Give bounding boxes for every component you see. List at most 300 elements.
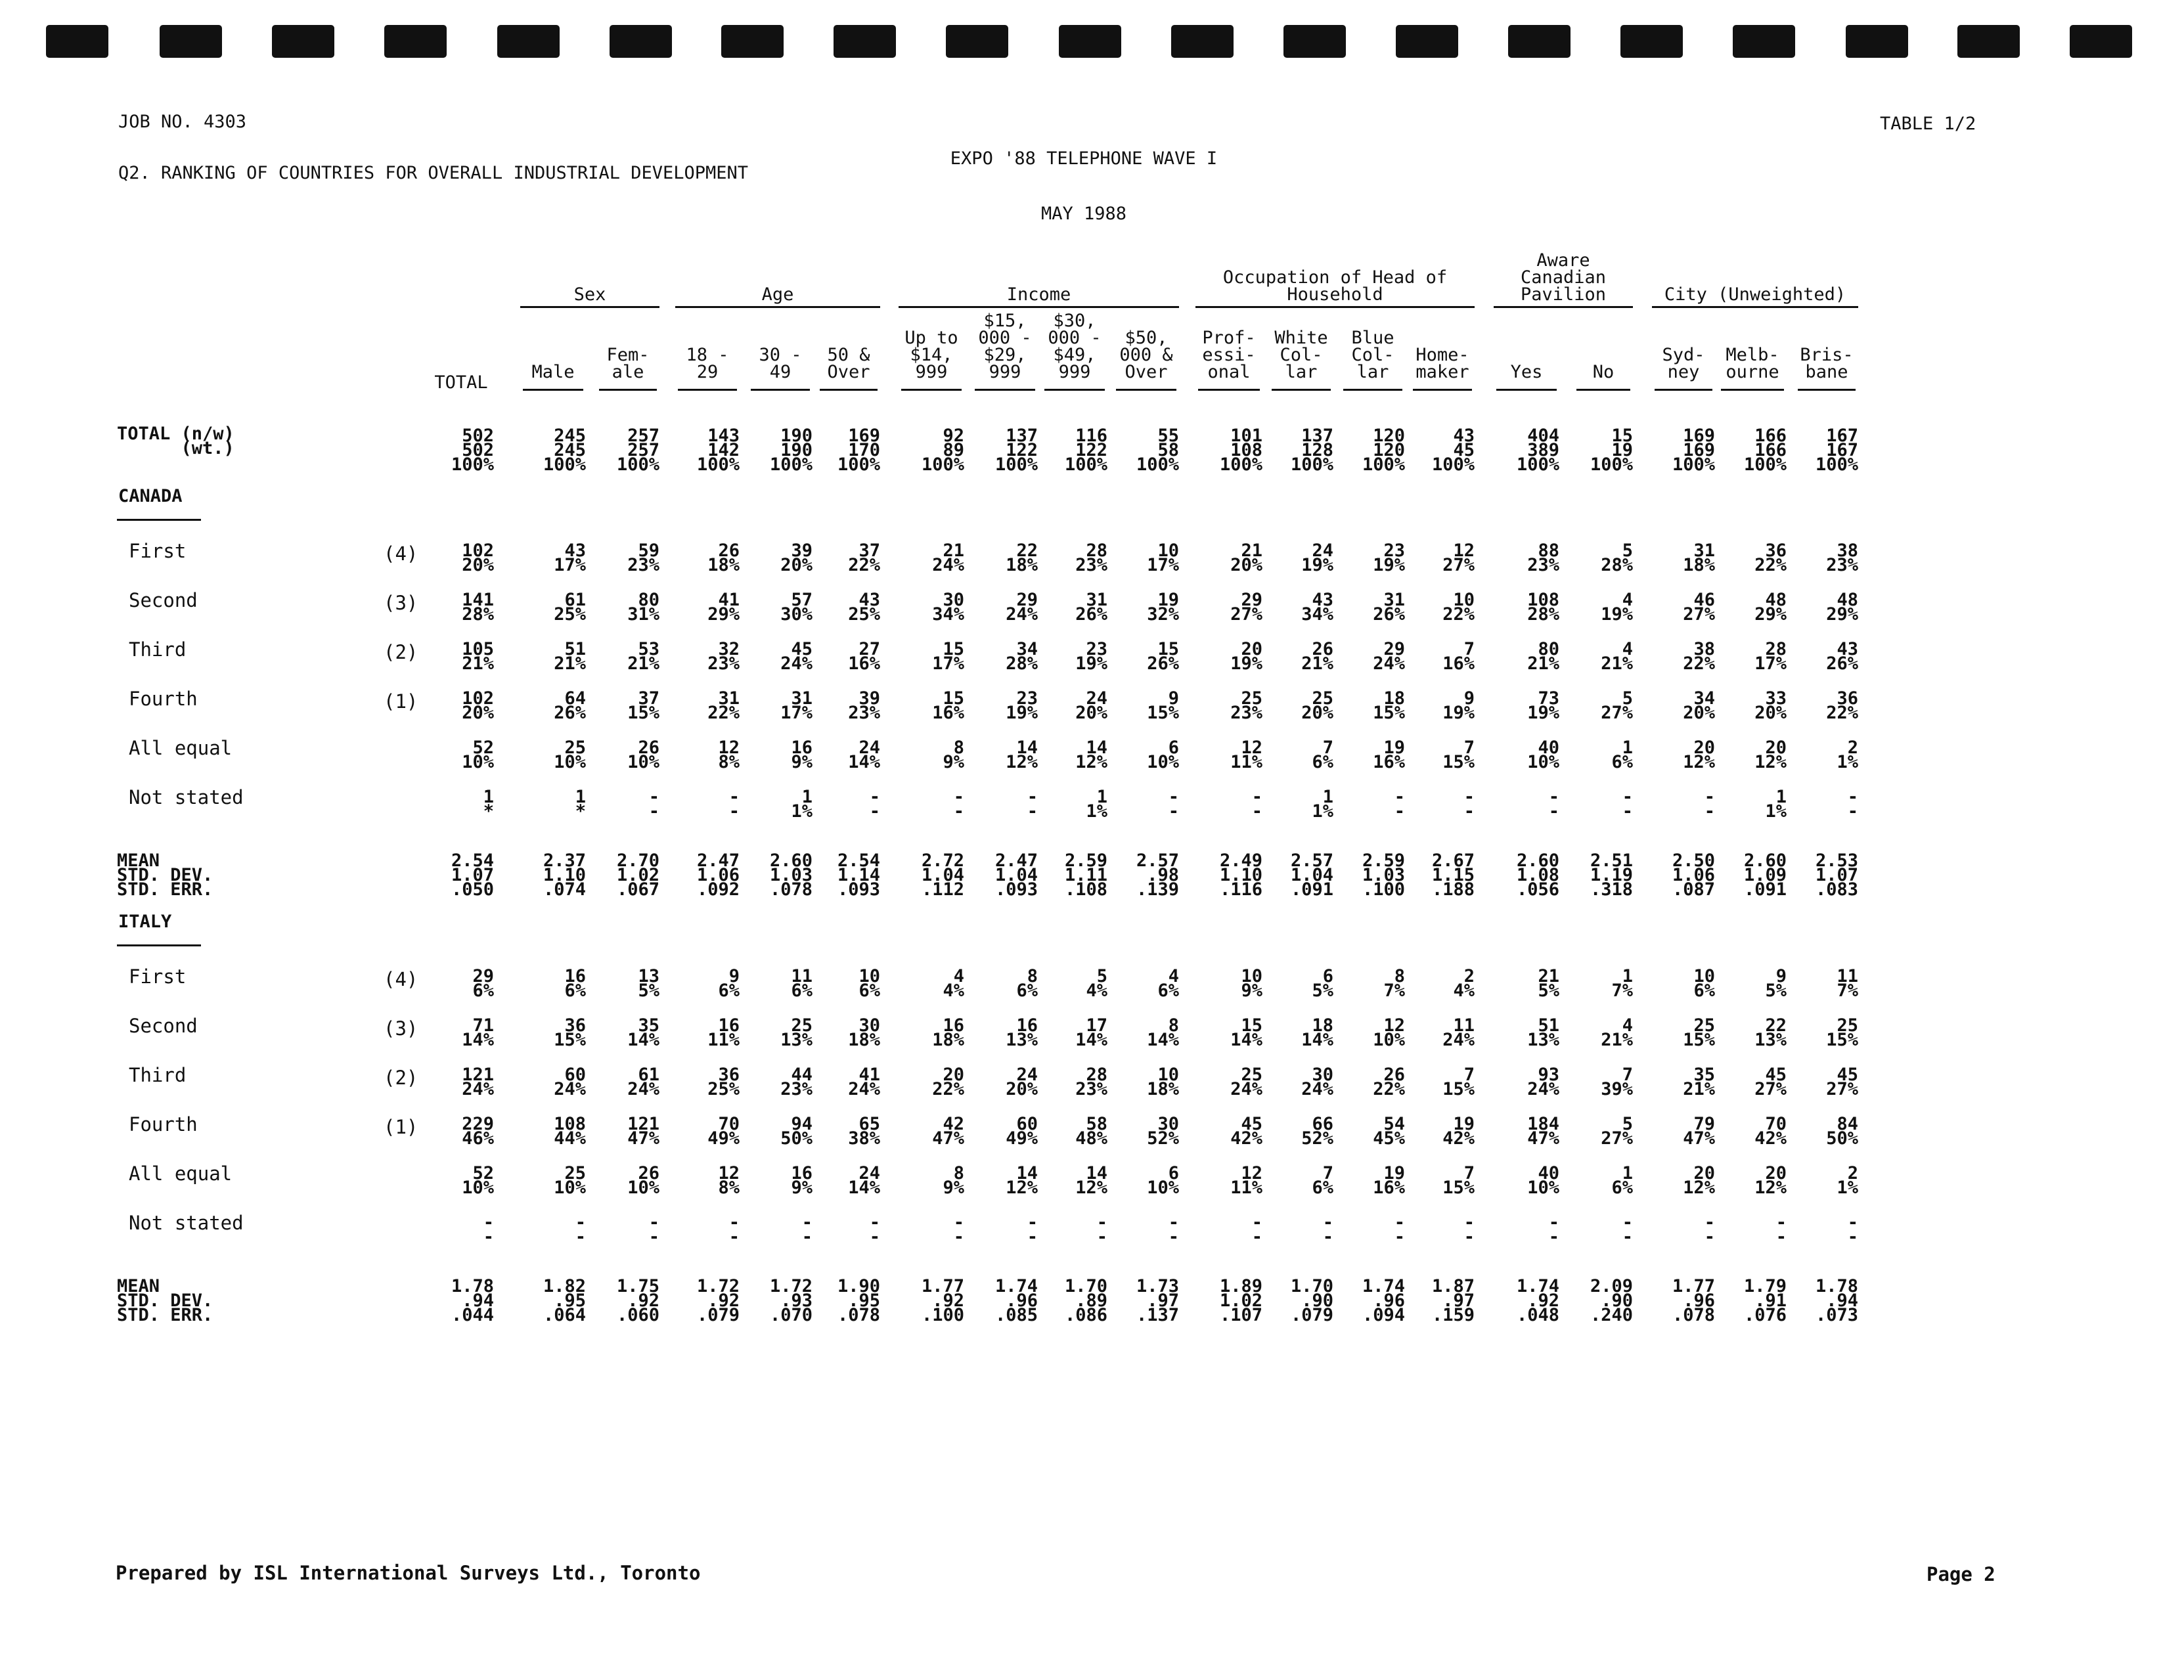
- table-cell: 14 12%: [1075, 1163, 1107, 1198]
- perforation-mark: [46, 25, 108, 58]
- table-cell: - -: [648, 787, 659, 822]
- table-cell: 10 17%: [1147, 541, 1179, 575]
- group-underline: [1494, 306, 1633, 308]
- table-cell: 8 6%: [1016, 966, 1038, 1001]
- total-cell: 101 108 100%: [1219, 426, 1262, 475]
- table-cell: 11 7%: [1837, 966, 1858, 1001]
- total-cell: 15 19 100%: [1590, 426, 1633, 475]
- column-header: Prof- essi- onal: [1202, 328, 1256, 382]
- table-cell: 25 10%: [554, 738, 586, 772]
- table-cell: 10 9%: [1241, 966, 1262, 1001]
- stats-cell: 2.59 1.11 .108: [1064, 851, 1107, 900]
- table-cell: 23 19%: [1075, 639, 1107, 674]
- total-cell: 143 142 100%: [696, 426, 740, 475]
- table-cell: 51 21%: [554, 639, 586, 674]
- stats-cell: 2.47 1.04 .093: [994, 851, 1038, 900]
- table-cell: - -: [1168, 787, 1179, 822]
- table-cell: 7 15%: [1442, 1065, 1475, 1099]
- row-label: Third: [129, 638, 187, 661]
- table-cell: 5 27%: [1601, 688, 1633, 723]
- table-cell: 37 15%: [627, 688, 659, 723]
- table-cell: 88 23%: [1527, 541, 1559, 575]
- table-cell: - -: [728, 787, 740, 822]
- table-cell: - -: [1704, 787, 1715, 822]
- table-cell: 9 15%: [1147, 688, 1179, 723]
- stats-cell: 1.89 1.02 .107: [1219, 1276, 1262, 1325]
- column-header: Up to $14, 999: [904, 328, 958, 382]
- table-cell: 102 20%: [462, 541, 494, 575]
- table-cell: 20 12%: [1754, 738, 1787, 772]
- stats-cell: 1.78 .94 .044: [451, 1276, 494, 1325]
- row-label: All equal: [129, 737, 233, 759]
- column-underline: [1496, 389, 1557, 391]
- table-cell: 27 16%: [848, 639, 880, 674]
- table-cell: 84 50%: [1826, 1114, 1858, 1149]
- column-underline: [678, 389, 737, 391]
- total-cell: 167 167 100%: [1815, 426, 1858, 475]
- table-cell: 7 39%: [1601, 1065, 1633, 1099]
- column-header: Yes: [1510, 362, 1543, 382]
- table-cell: 34 20%: [1683, 688, 1715, 723]
- table-cell: 28 17%: [1754, 639, 1787, 674]
- table-cell: 40 10%: [1527, 738, 1559, 772]
- table-cell: 31 22%: [707, 688, 740, 723]
- total-cell: 116 122 100%: [1064, 426, 1107, 475]
- table-cell: 7 6%: [1312, 738, 1333, 772]
- perforation-mark: [946, 25, 1008, 58]
- table-cell: 35 14%: [627, 1015, 659, 1050]
- table-cell: 229 46%: [462, 1114, 494, 1149]
- table-cell: 20 12%: [1754, 1163, 1787, 1198]
- perforation-mark: [834, 25, 896, 58]
- row-label: Second: [129, 589, 198, 611]
- table-cell: 4 6%: [1157, 966, 1179, 1001]
- table-cell: 29 24%: [1373, 639, 1405, 674]
- table-cell: 35 21%: [1683, 1065, 1715, 1099]
- total-cell: 245 245 100%: [543, 426, 586, 475]
- total-cell: 169 170 100%: [837, 426, 880, 475]
- table-cell: - -: [1847, 1212, 1858, 1247]
- table-cell: 12 8%: [718, 1163, 740, 1198]
- table-cell: 24 20%: [1006, 1065, 1038, 1099]
- table-cell: 1 1%: [1312, 787, 1333, 822]
- table-cell: 23 19%: [1373, 541, 1405, 575]
- column-underline: [1116, 389, 1176, 391]
- total-cell: 43 45 100%: [1431, 426, 1475, 475]
- stats-cell: 1.77 .92 .100: [921, 1276, 964, 1325]
- table-cell: 2 1%: [1837, 738, 1858, 772]
- table-cell: 65 38%: [848, 1114, 880, 1149]
- column-header: Blue Col- lar: [1351, 328, 1394, 382]
- table-cell: 21 24%: [932, 541, 964, 575]
- table-cell: - -: [801, 1212, 813, 1247]
- column-underline: [523, 389, 583, 391]
- column-header: Home- maker: [1415, 345, 1469, 382]
- group-underline: [1652, 306, 1858, 308]
- table-cell: 26 10%: [627, 1163, 659, 1198]
- table-cell: - -: [1251, 787, 1262, 822]
- table-cell: 141 28%: [462, 590, 494, 625]
- table-cell: 19 16%: [1373, 1163, 1405, 1198]
- row-label: Fourth: [129, 1113, 198, 1136]
- table-cell: 22 13%: [1754, 1015, 1787, 1050]
- stats-cell: 1.70 .90 .079: [1290, 1276, 1333, 1325]
- table-cell: 39 20%: [780, 541, 813, 575]
- stats-cell: 2.47 1.06 .092: [696, 851, 740, 900]
- table-cell: 41 29%: [707, 590, 740, 625]
- table-cell: 5 28%: [1601, 541, 1633, 575]
- perforation-mark: [610, 25, 672, 58]
- question-title: Q2. RANKING OF COUNTRIES FOR OVERALL INDUSTRIAL DEVELOPMENT: [118, 163, 749, 183]
- table-cell: 25 10%: [554, 1163, 586, 1198]
- stats-cell: 2.59 1.03 .100: [1362, 851, 1405, 900]
- table-cell: 43 17%: [554, 541, 586, 575]
- stats-cell: 1.72 .92 .079: [696, 1276, 740, 1325]
- table-cell: 19 16%: [1373, 738, 1405, 772]
- table-cell: 20 12%: [1683, 738, 1715, 772]
- stats-cell: 2.37 1.10 .074: [543, 851, 586, 900]
- table-cell: 61 25%: [554, 590, 586, 625]
- table-cell: - -: [1322, 1212, 1333, 1247]
- table-cell: 108 28%: [1527, 590, 1559, 625]
- table-cell: 42 47%: [932, 1114, 964, 1149]
- table-cell: 1 1%: [791, 787, 813, 822]
- row-label: Second: [129, 1015, 198, 1037]
- rank-value: (3): [384, 592, 418, 614]
- column-header: $50, 000 & Over: [1119, 328, 1173, 382]
- stats-cell: 1.90 .95 .078: [837, 1276, 880, 1325]
- stats-cell: 1.75 .92 .060: [616, 1276, 659, 1325]
- stats-cell: 2.09 .90 .240: [1590, 1276, 1633, 1325]
- stats-cell: 1.74 .96 .085: [994, 1276, 1038, 1325]
- table-cell: 30 52%: [1147, 1114, 1179, 1149]
- group-header: Income: [1006, 284, 1071, 305]
- table-number: TABLE 1/2: [1880, 114, 1976, 134]
- table-cell: 6 10%: [1147, 1163, 1179, 1198]
- column-header: $30, 000 - $49, 999: [1048, 311, 1102, 382]
- stats-cell: 2.54 1.07 .050: [451, 851, 494, 900]
- table-cell: - -: [1622, 787, 1633, 822]
- table-cell: 16 9%: [791, 738, 813, 772]
- table-cell: - -: [1847, 787, 1858, 822]
- table-cell: - -: [1775, 1212, 1787, 1247]
- section-underline: [117, 519, 201, 521]
- column-header: Male: [531, 362, 575, 382]
- table-cell: 80 21%: [1527, 639, 1559, 674]
- table-cell: 26 10%: [627, 738, 659, 772]
- table-cell: 93 24%: [1527, 1065, 1559, 1099]
- table-cell: 102 20%: [462, 688, 494, 723]
- table-cell: 10 18%: [1147, 1065, 1179, 1099]
- table-cell: 57 30%: [780, 590, 813, 625]
- table-cell: 9 5%: [1765, 966, 1787, 1001]
- column-header: $15, 000 - $29, 999: [978, 311, 1032, 382]
- table-cell: 25 15%: [1683, 1015, 1715, 1050]
- row-label: Not stated: [129, 786, 244, 808]
- table-cell: 16 18%: [932, 1015, 964, 1050]
- table-cell: - -: [648, 1212, 659, 1247]
- table-cell: 7 15%: [1442, 1163, 1475, 1198]
- stats-cell: 2.49 1.10 .116: [1219, 851, 1262, 900]
- table-cell: 11 24%: [1442, 1015, 1475, 1050]
- group-header: City (Unweighted): [1664, 284, 1846, 305]
- row-label: First: [129, 965, 187, 988]
- table-cell: - -: [728, 1212, 740, 1247]
- table-cell: 8 9%: [943, 1163, 964, 1198]
- total-cell: 404 389 100%: [1516, 426, 1559, 475]
- report-title: [880, 113, 1287, 242]
- table-cell: - -: [1548, 1212, 1559, 1247]
- table-cell: 31 26%: [1373, 590, 1405, 625]
- table-cell: - -: [869, 1212, 880, 1247]
- table-cell: 15 14%: [1230, 1015, 1262, 1050]
- table-cell: 4 19%: [1601, 590, 1633, 625]
- column-underline: [599, 389, 657, 391]
- table-cell: 4 21%: [1601, 1015, 1633, 1050]
- table-cell: 5 4%: [1086, 966, 1107, 1001]
- prepared-by: Prepared by ISL International Surveys Ltd., Toronto: [116, 1562, 701, 1584]
- table-cell: 26 21%: [1301, 639, 1333, 674]
- total-row-label: TOTAL (n/w) (wt.): [117, 424, 234, 458]
- table-cell: 45 27%: [1826, 1065, 1858, 1099]
- report-title-line2: MAY 1988: [1040, 204, 1127, 224]
- table-cell: 15 26%: [1147, 639, 1179, 674]
- table-cell: 64 26%: [554, 688, 586, 723]
- group-underline: [675, 306, 880, 308]
- table-cell: 24 14%: [848, 1163, 880, 1198]
- table-cell: 28 23%: [1075, 1065, 1107, 1099]
- total-cell: 257 257 100%: [616, 426, 659, 475]
- table-cell: 31 26%: [1075, 590, 1107, 625]
- table-cell: 26 22%: [1373, 1065, 1405, 1099]
- table-cell: 1 6%: [1611, 1163, 1633, 1198]
- table-cell: 12 11%: [1230, 1163, 1262, 1198]
- perforation-mark: [1171, 25, 1234, 58]
- stats-label: MEAN STD. DEV. STD. ERR.: [117, 1276, 213, 1325]
- perforation-mark: [1620, 25, 1683, 58]
- row-label: Fourth: [129, 688, 198, 710]
- stats-cell: 1.77 .96 .078: [1672, 1276, 1715, 1325]
- perforation-mark: [1733, 25, 1795, 58]
- table-cell: 2 4%: [1453, 966, 1475, 1001]
- column-header: Bris- bane: [1800, 345, 1854, 382]
- table-cell: 121 47%: [627, 1114, 659, 1149]
- table-cell: 26 18%: [707, 541, 740, 575]
- stats-cell: 1.72 .93 .070: [769, 1276, 813, 1325]
- table-cell: 30 34%: [932, 590, 964, 625]
- total-cell: 137 128 100%: [1290, 426, 1333, 475]
- stats-cell: 2.67 1.15 .188: [1431, 851, 1475, 900]
- column-underline: [1576, 389, 1630, 391]
- table-cell: 7 6%: [1312, 1163, 1333, 1198]
- column-underline: [1655, 389, 1712, 391]
- table-cell: 1 1%: [1765, 787, 1787, 822]
- table-cell: - -: [575, 1212, 586, 1247]
- table-cell: 12 8%: [718, 738, 740, 772]
- table-cell: 24 20%: [1075, 688, 1107, 723]
- stats-cell: 2.70 1.02 .067: [616, 851, 659, 900]
- table-cell: 31 17%: [780, 688, 813, 723]
- table-cell: 12 10%: [1373, 1015, 1405, 1050]
- stats-cell: 2.57 .98 .139: [1136, 851, 1179, 900]
- column-underline: [1721, 389, 1784, 391]
- stats-cell: 2.72 1.04 .112: [921, 851, 964, 900]
- table-cell: 1 7%: [1611, 966, 1633, 1001]
- table-cell: 25 15%: [1826, 1015, 1858, 1050]
- table-cell: 73 19%: [1527, 688, 1559, 723]
- table-cell: - -: [953, 787, 964, 822]
- row-label: First: [129, 540, 187, 562]
- column-header: Melb- ourne: [1726, 345, 1779, 382]
- table-cell: 45 27%: [1754, 1065, 1787, 1099]
- stats-cell: 2.50 1.06 .087: [1672, 851, 1715, 900]
- column-underline: [1272, 389, 1331, 391]
- table-cell: 44 23%: [780, 1065, 813, 1099]
- table-cell: 13 5%: [638, 966, 659, 1001]
- table-cell: 45 42%: [1230, 1114, 1262, 1149]
- table-cell: 9 6%: [718, 966, 740, 1001]
- section-title: CANADA: [118, 486, 183, 506]
- table-cell: 25 20%: [1301, 688, 1333, 723]
- table-cell: - -: [1463, 1212, 1475, 1247]
- table-cell: 25 13%: [780, 1015, 813, 1050]
- section-underline: [117, 944, 201, 946]
- table-cell: 10 22%: [1442, 590, 1475, 625]
- table-cell: 48 29%: [1754, 590, 1787, 625]
- stats-cell: 1.82 .95 .064: [543, 1276, 586, 1325]
- total-cell: 190 190 100%: [769, 426, 813, 475]
- perforation-mark: [2070, 25, 2132, 58]
- rank-value: (3): [384, 1017, 418, 1040]
- row-label: Not stated: [129, 1212, 244, 1234]
- group-header: Aware Canadian Pavilion: [1520, 250, 1607, 305]
- table-cell: - -: [1548, 787, 1559, 822]
- stats-cell: 1.74 .92 .048: [1516, 1276, 1559, 1325]
- table-cell: 70 49%: [707, 1114, 740, 1149]
- table-cell: 30 18%: [848, 1015, 880, 1050]
- table-cell: 8 9%: [943, 738, 964, 772]
- stats-cell: 2.60 1.09 .091: [1743, 851, 1787, 900]
- total-cell: 120 120 100%: [1362, 426, 1405, 475]
- table-cell: 40 10%: [1527, 1163, 1559, 1198]
- table-cell: 14 12%: [1006, 738, 1038, 772]
- group-header: Age: [761, 284, 794, 305]
- table-cell: 16 13%: [1006, 1015, 1038, 1050]
- table-cell: 66 52%: [1301, 1114, 1333, 1149]
- perforation-mark: [1283, 25, 1346, 58]
- rank-value: (4): [384, 968, 418, 990]
- table-cell: 14 12%: [1006, 1163, 1038, 1198]
- row-label: All equal: [129, 1162, 233, 1185]
- table-cell: 79 47%: [1683, 1114, 1715, 1149]
- stats-cell: 2.57 1.04 .091: [1290, 851, 1333, 900]
- table-cell: 21 20%: [1230, 541, 1262, 575]
- table-cell: 24 19%: [1301, 541, 1333, 575]
- stats-cell: 1.73 .97 .137: [1136, 1276, 1179, 1325]
- total-cell: 169 169 100%: [1672, 426, 1715, 475]
- column-header: TOTAL: [434, 372, 488, 393]
- table-cell: 19 32%: [1147, 590, 1179, 625]
- table-cell: 52 10%: [462, 738, 494, 772]
- table-cell: 59 23%: [627, 541, 659, 575]
- perforation-mark: [497, 25, 560, 58]
- table-cell: 38 23%: [1826, 541, 1858, 575]
- table-cell: 12 11%: [1230, 738, 1262, 772]
- total-cell: 137 122 100%: [994, 426, 1038, 475]
- section-title: ITALY: [118, 912, 172, 932]
- table-cell: 20 19%: [1230, 639, 1262, 674]
- total-cell: 55 58 100%: [1136, 426, 1179, 475]
- table-cell: 18 15%: [1373, 688, 1405, 723]
- perforation-mark: [721, 25, 784, 58]
- table-cell: - -: [483, 1212, 494, 1247]
- table-cell: 14 12%: [1075, 738, 1107, 772]
- stats-cell: 1.78 .94 .073: [1815, 1276, 1858, 1325]
- table-cell: 15 16%: [932, 688, 964, 723]
- table-cell: 12 27%: [1442, 541, 1475, 575]
- stats-cell: 1.79 .91 .076: [1743, 1276, 1787, 1325]
- table-cell: 18 14%: [1301, 1015, 1333, 1050]
- table-cell: - -: [1168, 1212, 1179, 1247]
- table-cell: 16 11%: [707, 1015, 740, 1050]
- table-cell: 43 34%: [1301, 590, 1333, 625]
- table-cell: 46 27%: [1683, 590, 1715, 625]
- table-cell: - -: [1394, 1212, 1405, 1247]
- group-underline: [520, 306, 659, 308]
- table-cell: 10 6%: [858, 966, 880, 1001]
- table-cell: 20 22%: [932, 1065, 964, 1099]
- table-cell: 36 22%: [1754, 541, 1787, 575]
- table-cell: 29 24%: [1006, 590, 1038, 625]
- stats-cell: 2.53 1.07 .083: [1815, 851, 1858, 900]
- table-cell: - -: [1027, 787, 1038, 822]
- group-header: Sex: [573, 284, 606, 305]
- table-cell: 54 45%: [1373, 1114, 1405, 1149]
- table-cell: 17 14%: [1075, 1015, 1107, 1050]
- table-cell: 94 50%: [780, 1114, 813, 1149]
- table-cell: 6 10%: [1147, 738, 1179, 772]
- table-cell: 6 5%: [1312, 966, 1333, 1001]
- group-underline: [1195, 306, 1475, 308]
- group-underline: [899, 306, 1179, 308]
- table-cell: 1 6%: [1611, 738, 1633, 772]
- table-cell: - -: [1027, 1212, 1038, 1247]
- column-header: Fem- ale: [606, 345, 650, 382]
- table-cell: 19 42%: [1442, 1114, 1475, 1149]
- table-cell: - -: [1096, 1212, 1107, 1247]
- rank-value: (1): [384, 1116, 418, 1138]
- table-cell: 21 5%: [1538, 966, 1559, 1001]
- column-header: 18 - 29: [686, 345, 729, 382]
- total-cell: 166 166 100%: [1743, 426, 1787, 475]
- table-cell: 71 14%: [462, 1015, 494, 1050]
- column-underline: [1044, 389, 1105, 391]
- table-cell: 105 21%: [462, 639, 494, 674]
- total-cell: 92 89 100%: [921, 426, 964, 475]
- column-underline: [751, 389, 810, 391]
- table-cell: 8 14%: [1147, 1015, 1179, 1050]
- table-cell: - -: [1394, 787, 1405, 822]
- table-cell: - -: [1622, 1212, 1633, 1247]
- table-cell: 15 17%: [932, 639, 964, 674]
- rank-value: (1): [384, 690, 418, 713]
- table-cell: 70 42%: [1754, 1114, 1787, 1149]
- column-underline: [975, 389, 1035, 391]
- stats-cell: 1.87 .97 .159: [1431, 1276, 1475, 1325]
- table-cell: - -: [1463, 787, 1475, 822]
- column-header: 30 - 49: [759, 345, 802, 382]
- table-cell: 24 14%: [848, 738, 880, 772]
